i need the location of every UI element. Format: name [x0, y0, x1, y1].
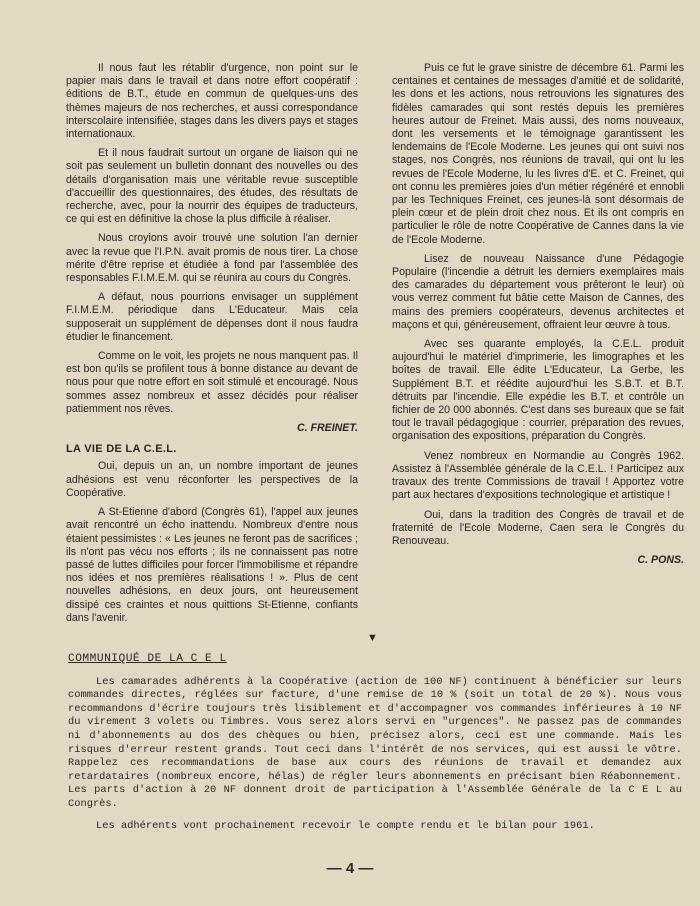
paragraph: Avec ses quarante employés, la C.E.L. produit aujourd'hui le matériel d'imprimerie, les limographes et les boîtes de travail. Elle édite L'Educateur, La Gerbe, les Supplément B.T. et réédite aujourd'hui les S.B.T. et B.T. détruits par l'incendie. Elle expédie les B.T. et contrôle un fichier de 20 000 abonnés. C'est dans ses bureaux que se fait tout le travail pédagogique : courrier, préparation des revues, organisation des expositions, préparation du Congrès.: [392, 338, 684, 443]
signature-pons: C. PONS.: [637, 554, 684, 567]
paragraph: Nous croyions avoir trouvé une solution l'an dernier avec la revue que l'I.P.N. avait promis de nous tirer. La chose mérite d'être reprise et étudiée à fond par l'assemblée des responsables F.I.M.E.M. qui se réunira au cours du Congrès.: [66, 232, 358, 285]
section-title: LA VIE DE LA C.E.L.: [66, 443, 177, 456]
paragraph: A St-Etienne d'abord (Congrès 61), l'appel aux jeunes avait rencontré un écho inattendu. Nombreux d'entre nous étaient pessimistes : « Les jeunes ne feront pas de sacrifices ; ils n'ont pas vécu nos efforts ; ils ne connaissent pas notre passé de luttes difficiles pour forcer l'immobilisme et répandre nos idées et nos premières réalisations ! ». Plus de cent nouvelles adhésions, en deux jours, ont heureusement dissipé ces craintes et nous quittions St-Etienne, confiants dans l'avenir.: [66, 506, 358, 624]
signature-freinet: C. FREINET.: [296, 422, 358, 435]
paragraph: Lisez de nouveau Naissance d'une Pédagogie Populaire (l'incendie a détruit les derniers exemplaires mais des camarades du département vous prêteront le leur) où vous verrez comment fut bâtie cette Maison de Cannes, des mains des premiers coopérateurs, devenus architectes et maçons et qui, généreusement, offraient leur œuvre à tous.: [392, 252, 684, 331]
left-column: [66, 62, 358, 631]
page-number: — 4 —: [326, 860, 374, 877]
right-column: [392, 62, 684, 575]
paragraph: Comme on le voit, les projets ne nous manquent pas. Il est bon qu'ils se profilent tous à bonne distance au devant de nous pour que notre effort en soit stimulé et encouragé. Nous sommes assez nombreux et assez décidés pour réaliser patiemment nos rêves.: [66, 350, 358, 415]
paragraph: Il nous faut les rétablir d'urgence, non point sur le papier mais dans le travail et dans notre effort coopératif : éditions de B.T., étude en commun de quelques-uns des thèmes majeurs de nos recherches, et aussi correspondance interscolaire intensifiée, stages dans les divers pays et stages internationaux.: [66, 62, 358, 141]
continuation-marker-icon: ▼: [367, 632, 378, 644]
paragraph: Et il nous faudrait surtout un organe de liaison qui ne soit pas seulement un bulletin donnant des nouvelles ou des détails d'organisation mais une véritable revue susceptible d'accueillir des questionnaires, des études, des résultats de recherche, avec, pour la nourrir des équipes de traducteurs, ce qui est en définitive la chose la plus difficile à réaliser.: [66, 147, 358, 226]
communique-section: [68, 653, 682, 833]
paragraph: Oui, depuis un an, un nombre important de jeunes adhésions est venu réconforter les perspectives de la Coopérative.: [66, 460, 358, 499]
paragraph: Oui, dans la tradition des Congrès de travail et de fraternité de l'Ecole Moderne, Caen sera le Congrès du Renouveau.: [392, 508, 684, 547]
communique-title: COMMUNIQUÉ DE LA C E L: [68, 653, 227, 665]
communique-body: Les camarades adhérents à la Coopérative (action de 100 NF) continuent à bénéficier sur leurs commandes directes, réglées sur facture, d'une remise de 10 % (soit un total de 20 %). Nous vous recommandons d'écrire toujours très lisiblement et d'accompagner vos commandes inférieures à 10 NF du virement 3 volets ou Timbres. Vous serez alors servi en "urgences". Ne passez pas de commandes ni d'abonnements au dos des chèques ou bien, précisez alors, ceci est une commande. Mais les risques d'erreur restent grands. Tout ceci dans l'intérêt de nos services, qui est aussi le vôtre. Rappelez ces recommandations de base aux cours des réunions de travail et demandez aux retardataires (nombreux encore, hélas) de régler leurs abonnements en précisant bien Réabonnement. Les parts d'action à 20 NF donnent droit de participation à l'Assemblée Générale de la C E L au Congrès.: [68, 675, 682, 810]
paragraph: Venez nombreux en Normandie au Congrès 1962. Assistez à l'Assemblée générale de la C.E.L. ! Participez aux travaux des trente Commissions de travail ! Apportez votre part aux hectares d'expositions technologique et artistique !: [392, 449, 684, 502]
paragraph: Puis ce fut le grave sinistre de décembre 61. Parmi les centaines et centaines de messages d'amitié et de solidarité, les dons et les actions, nous retrouvions les signatures des fidèles camarades qui sont restés depuis les premières heures autour de Freinet. Mais aussi, des noms nouveaux, dont les versements et le témoignage garantissent les lendemains de l'Ecole Moderne. Les jeunes qui ont suivi nos stages, nos Congrès, nos réunions de travail, qui ont lu les revues de l'Ecole Moderne, lu les livres d'E. et C. Freinet, qui ont connu les premières joies d'un métier régénéré et ennobli par les Techniques Freinet, ces jeunes-là sont désormais de plein cœur et de plein droit chez nous. Et ils ont compris en particulier le rôle de notre Coopérative de Cannes dans la vie de l'Ecole Moderne.: [392, 62, 684, 246]
communique-last-line: Les adhérents vont prochainement recevoir le compte rendu et le bilan pour 1961.: [96, 819, 595, 832]
paragraph: A défaut, nous pourrions envisager un supplément F.I.M.E.M. périodique dans L'Educateur. Mais cela supposerait un supplément de dépenses dont il nous faudra étudier le financement.: [66, 291, 358, 343]
